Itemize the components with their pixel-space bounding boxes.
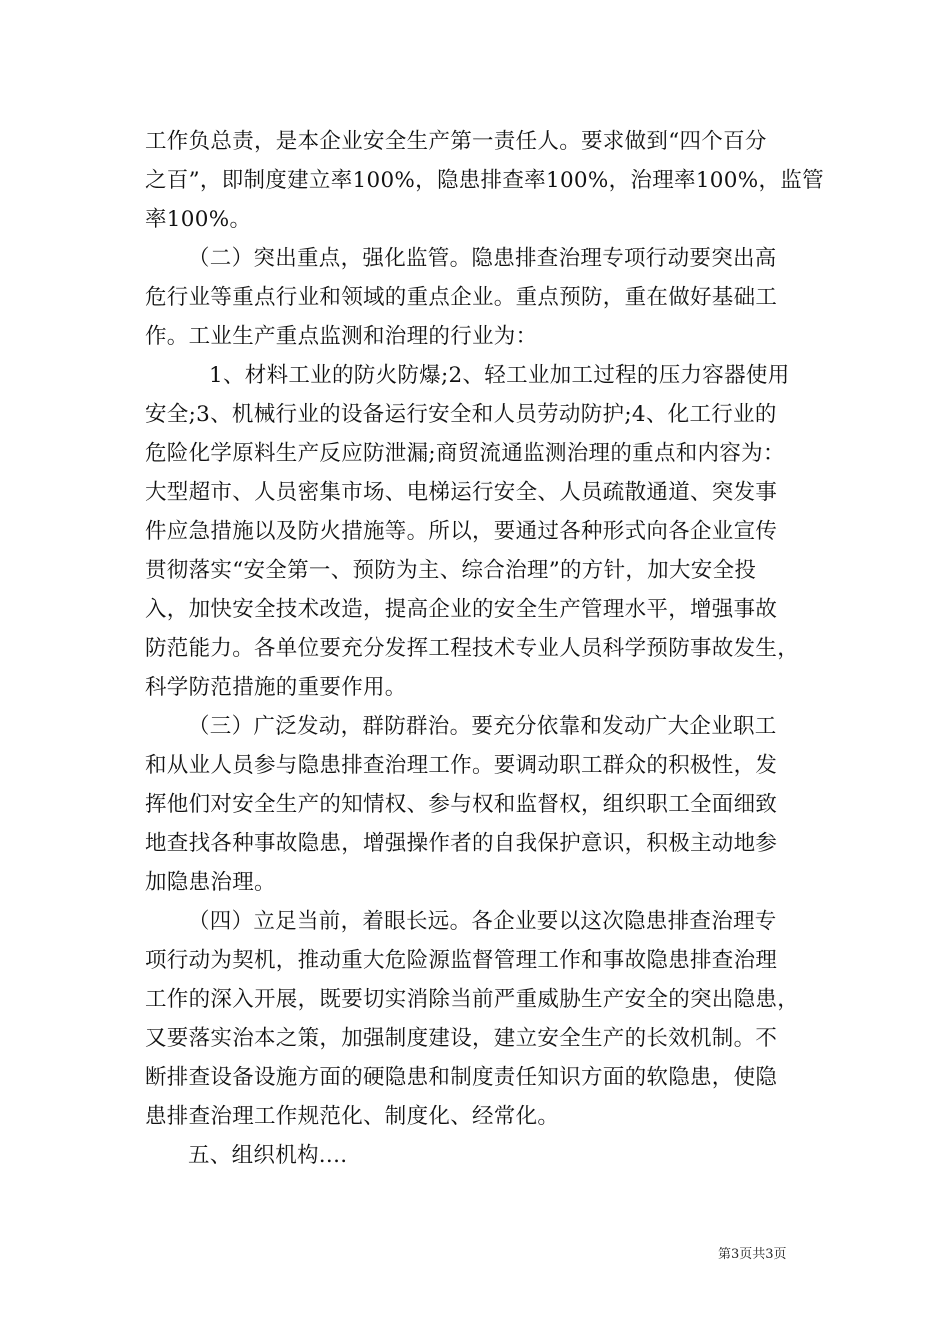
- text-line: 挥他们对安全生产的知情权、参与权和监督权，组织职工全面细致: [145, 792, 778, 817]
- text-line: 入，加快安全技术改造，提高企业的安全生产管理水平，增强事故: [145, 597, 778, 622]
- body-text: [145, 122, 835, 1175]
- text-line: 贯彻落实“安全第一、预防为主、综合治理”的方针，加大安全投: [145, 558, 757, 583]
- paragraph-start-line: 1、材料工业的防火防爆;2、轻工业加工过程的压力容器使用: [209, 363, 790, 388]
- text-line: 工作负总责，是本企业安全生产第一责任人。要求做到“四个百分: [145, 129, 767, 154]
- text-line: 安全;3、机械行业的设备运行安全和人员劳动防护;4、化工行业的: [145, 402, 777, 427]
- text-line: 和从业人员参与隐患排查治理工作。要调动职工群众的积极性，发: [145, 753, 778, 778]
- paragraph-start-line: （四）立足当前，着眼长远。各企业要以这次隐患排查治理专: [188, 909, 777, 934]
- section-heading: 五、组织机构....: [188, 1143, 348, 1168]
- text-line: 危行业等重点行业和领域的重点企业。重点预防，重在做好基础工: [145, 285, 778, 310]
- text-line: 作。工业生产重点监测和治理的行业为：: [145, 324, 538, 349]
- paragraph-start-line: （三）广泛发动，群防群治。要充分依靠和发动广大企业职工: [188, 714, 777, 739]
- text-line: 项行动为契机，推动重大危险源监督管理工作和事故隐患排查治理: [145, 948, 778, 973]
- page-number-footer: 第3页共3页: [718, 1247, 787, 1262]
- text-line: 率100%。: [145, 207, 252, 232]
- text-line: 患排查治理工作规范化、制度化、经常化。: [145, 1104, 560, 1129]
- text-line: 件应急措施以及防火措施等。所以，要通过各种形式向各企业宣传: [145, 519, 778, 544]
- text-line: 科学防范措施的重要作用。: [145, 675, 407, 700]
- text-line: 地查找各种事故隐患，增强操作者的自我保护意识，积极主动地参: [145, 831, 778, 856]
- text-line: 断排查设备设施方面的硬隐患和制度责任知识方面的软隐患，使隐: [145, 1065, 778, 1090]
- text-line: 防范能力。各单位要充分发挥工程技术专业人员科学预防事故发生，: [145, 636, 800, 661]
- text-line: 工作的深入开展，既要切实消除当前严重威胁生产安全的突出隐患，: [145, 987, 800, 1012]
- text-line: 加隐患治理。: [145, 870, 276, 895]
- paragraph-start-line: （二）突出重点，强化监管。隐患排查治理专项行动要突出高: [188, 246, 777, 271]
- text-line: 又要落实治本之策，加强制度建设，建立安全生产的长效机制。不: [145, 1026, 778, 1051]
- text-line: 大型超市、人员密集市场、电梯运行安全、人员疏散通道、突发事: [145, 480, 778, 505]
- text-line: 危险化学原料生产反应防泄漏;商贸流通监测治理的重点和内容为：: [145, 441, 785, 466]
- text-line: 之百”，即制度建立率100%，隐患排查率100%，治理率100%，监管: [145, 168, 824, 193]
